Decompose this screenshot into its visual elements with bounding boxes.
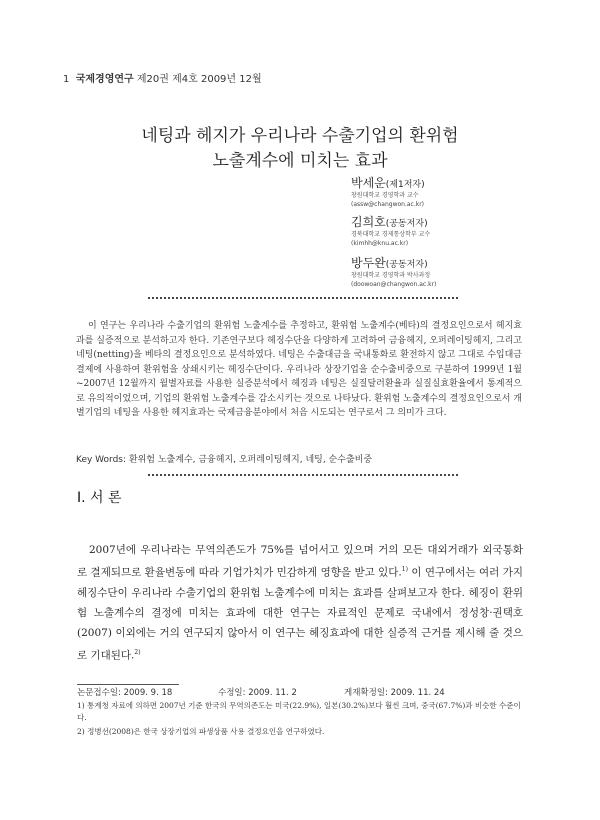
- footnote-ref: 1): [401, 566, 408, 573]
- footnote: 1) 통계청 자료에 의하면 2007년 기준 한국의 무역의존도는 미국(22.9%), 일본(30.2%)보다 훨씬 크며, 중국(67.7%)과 비슷한 수준이다.: [77, 701, 521, 722]
- abstract: [76, 319, 522, 421]
- received-date: 논문접수일: 2009. 9. 18: [77, 688, 173, 698]
- keywords-label: Key Words:: [76, 455, 127, 465]
- author-affiliation: 창원대학교 경영학과 박사과정: [351, 272, 431, 279]
- paper-title-line2: 노출계수에 미치는 효과: [212, 151, 388, 171]
- body-text: [77, 540, 523, 665]
- issue-info: 제20권 제4호 2009년 12월: [136, 74, 262, 85]
- author-block: [351, 174, 425, 209]
- revised-date: 수정일: 2009. 11. 2: [218, 688, 297, 698]
- keywords-text: 환위험 노출계수, 금융헤지, 오퍼레이팅헤지, 네팅, 순수출비중: [128, 455, 373, 465]
- author-name: 박세운: [351, 176, 386, 190]
- footnote: 2) 정병선(2008)은 한국 상장기업의 파생상품 사용 결정요인을 연구하였다.: [77, 727, 325, 736]
- author-role: (공동저자): [385, 219, 428, 229]
- journal-name: 국제경영연구: [75, 74, 134, 85]
- author-name: 김희호: [351, 215, 386, 229]
- author-affiliation: 경북대학교 경제통상학부 교수: [351, 231, 431, 238]
- page-number: 1: [63, 74, 70, 85]
- keywords: [76, 452, 372, 465]
- author-block: [351, 213, 430, 248]
- section-heading: I. 서 론: [77, 490, 122, 506]
- abstract-text: 이 연구는 우리나라 수출기업의 환위험 노출계수를 추정하고, 환위험 노출계수(베타)의 결정요인으로서 헤지효과를 실증적으로 분석하고자 한다. 기존연구보다 헤징수단을 다양하게 고려하여 금융헤지, 오퍼레이팅헤지, 그리고 네팅(netting)을 베타의 결정요인으로 분석하였다. 네팅은 수출대금을 국내통화로 환전하지 않고 그대로 수입대금 결제에 사용하여 환위험을 상쇄시키는 헤징수단이다. 우리나라 상장기업을 순수출비중으로 구분하여 1999년 1월~2007년 12월까지 월별자료를 사용한 실증분석에서 헤징과 네팅은 실질달러환율과 실질실효환율에서 통계적으로 유의적이었으며, 기업의 환위험 노출계수를 감소시키는 것으로 나타났다. 환위험 노출계수의 결정요인으로서 개별기업의 네팅을 사용한 헤지효과는 국제금융분야에서 처음 시도되는 연구로서 그 의미가 크다.: [76, 321, 522, 418]
- author-email: (kimhh@knu.ac.kr): [351, 240, 409, 247]
- body-paragraph: 2007년에 우리나라는 무역의존도가 75%를 넘어서고 있으며 거의 모든 대외거래가 외국통화로 결제되므로 환율변동에 따라 기업가치가 민감하게 영향을 받고 있다.: [77, 544, 523, 579]
- author-block: [351, 254, 436, 289]
- running-header: [63, 70, 262, 85]
- author-email: (assw@changwon.ac.kr): [351, 201, 425, 208]
- paper-title-line1: 네팅과 헤지가 우리나라 수출기업의 환위험: [141, 126, 459, 146]
- author-affiliation: 창원대학교 경영학과 교수: [351, 192, 419, 199]
- footnote-ref: 2): [134, 648, 141, 656]
- author-name: 방두완: [351, 256, 386, 270]
- footnote-rule: [77, 684, 179, 685]
- body-paragraph: 이 연구에서는 여러 가지 헤징수단이 우리나라 수출기업의 환위험 노출계수에 미치는 효과를 살펴보고자 한다. 헤징이 환위험 노출계수의 결정에 미치는 효과에 대한 연구는 자료적인 문제로 국내에서 정성창·권택호(2007) 이외에는 거의 연구되지 않아서 이 연구는 헤징효과에 대한 실증적 근거를 제시해 줄 것으로 기대된다.: [77, 566, 524, 661]
- author-role: (제1저자): [385, 180, 425, 190]
- author-role: (공동저자): [385, 260, 428, 270]
- dotted-divider: [148, 474, 458, 476]
- dotted-divider: [148, 297, 458, 299]
- author-email: (doowoan@changwon.ac.kr): [351, 281, 437, 288]
- accepted-date: 게재확정일: 2009. 11. 24: [344, 688, 445, 698]
